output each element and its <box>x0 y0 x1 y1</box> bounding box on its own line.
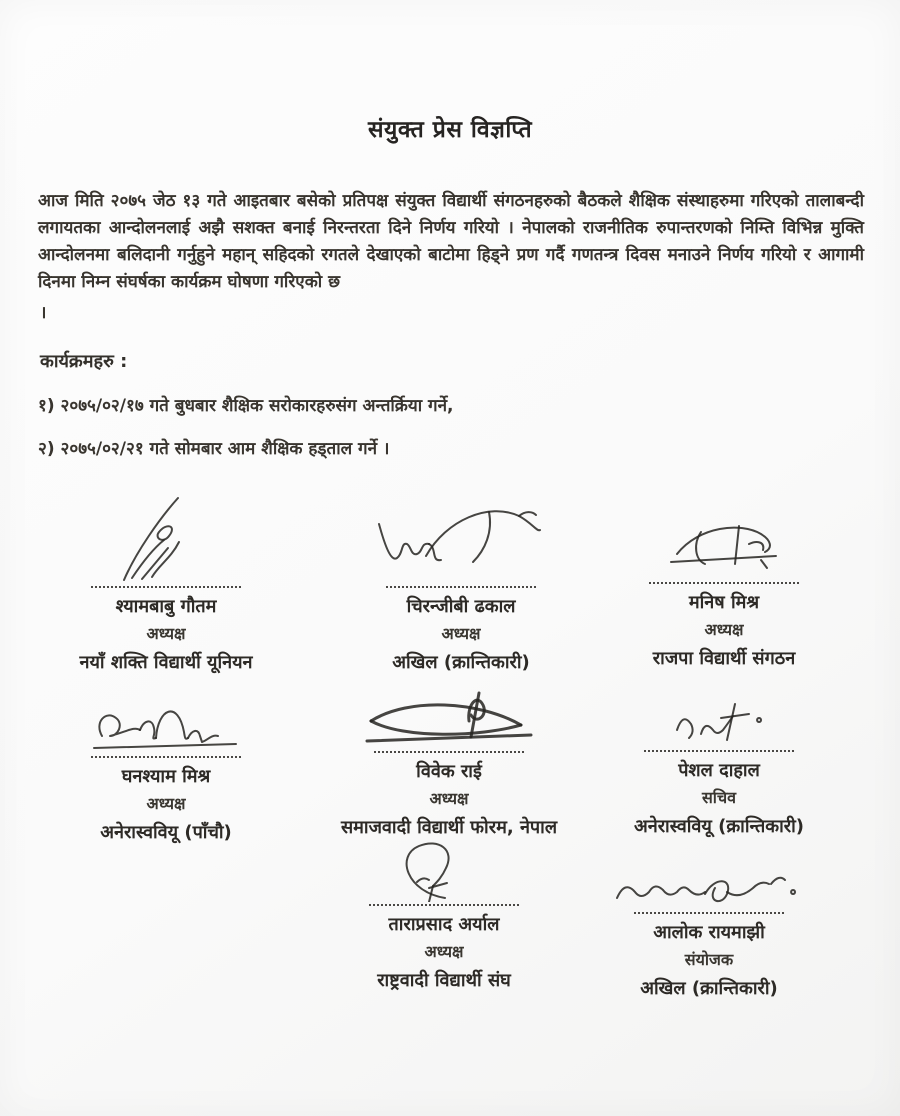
signatory-title: सचिव <box>701 788 737 807</box>
signatory-name: आलोक रायमाझी <box>653 922 765 943</box>
signature-scribble <box>359 685 539 749</box>
signatory-title: अध्यक्ष <box>424 942 464 961</box>
signatory-block <box>588 692 850 838</box>
signatory-title: संयोजक <box>684 950 734 969</box>
signatory-organization: समाजवादी विद्यार्थी फोरम, नेपाल <box>340 817 558 838</box>
program-item-1: १) २०७५/०२/१७ गते बुधबार शैक्षिक सरोकारहरुसंग अन्तर्क्रिया गर्ने, <box>38 396 454 416</box>
signatory-name: विवेक राई <box>416 761 482 782</box>
signatory-name: चिरन्जीबी ढकाल <box>406 596 516 617</box>
signatory-organization: अनेरास्ववियू (क्रान्तिकारी) <box>633 816 805 837</box>
signature-scribble <box>86 688 246 754</box>
signature-scribble <box>96 492 236 584</box>
signature-line <box>644 750 794 752</box>
signatory-block <box>578 858 840 1000</box>
signatory-organization: नयाँ शक्ति विद्यार्थी यूनियन <box>79 652 253 673</box>
signatory-organization: अखिल (क्रान्तिकारी) <box>640 978 778 999</box>
signature-line <box>374 751 524 753</box>
signatory-block <box>308 840 580 992</box>
signatory-title: अध्यक्ष <box>146 794 186 813</box>
signature-line <box>634 912 784 914</box>
signatory-name: ताराप्रसाद अर्याल <box>388 914 500 935</box>
signatory-title: अध्यक्ष <box>429 789 469 808</box>
signatory-organization: राष्ट्रवादी विद्यार्थी संघ <box>377 970 511 991</box>
signature-scribble <box>659 512 789 580</box>
programs-heading: कार्यक्रमहरु : <box>40 351 128 372</box>
signatory-title: अध्यक्ष <box>441 624 481 643</box>
signatory-block <box>35 492 297 674</box>
paragraph-end-mark: । <box>40 303 47 323</box>
signature-line <box>386 586 536 588</box>
signatory-organization: अनेरास्ववियू (पाँचौ) <box>100 822 232 843</box>
signature-scribble <box>659 692 779 748</box>
paragraph-text: आज मिति २०७५ जेठ १३ गते आइतबार बसेको प्रतिपक्ष संयुक्त विद्यार्थी संगठनहरुको बैठकले शैक्षिक संस्थाहरुमा गरिएको तालाबन्दी लगायतका आन्दोलनलाई अझै सशक्त बनाई निरन्तरता दिने निर्णय गरियो । नेपालको राजनीतिक रुपान्तरणको निम्ति विभिन्न मुक्ति आन्दोलनमा बलिदानी गर्नुहुने महान् सहिदको रगतले देखाएको बाटोमा हिड्ने प्रण गर्दै गणतन्त्र दिवस मनाउने निर्णय गरियो र आगामी दिनमा निम्न संघर्षका कार्यक्रम घोषणा गरिएको छ <box>38 191 864 292</box>
signatory-name: मनिष मिश्र <box>688 592 760 613</box>
signature-line <box>649 582 799 584</box>
program-item-2: २) २०७५/०२/२१ गते सोमबार आम शैक्षिक हड्ताल गर्ने । <box>38 439 390 459</box>
signature-line <box>369 904 519 906</box>
signatory-name: श्यामबाबु गौतम <box>115 596 217 617</box>
signature-scribble <box>369 840 519 902</box>
signatory-organization: राजपा विद्यार्थी संगठन <box>652 648 796 669</box>
signatory-block <box>308 685 590 839</box>
signatory-name: पेशल दाहाल <box>678 760 760 781</box>
signatory-organization: अखिल (क्रान्तिकारी) <box>392 652 530 673</box>
signatory-name: घनश्याम मिश्र <box>121 766 211 787</box>
signature-scribble <box>369 492 554 584</box>
page-title: संयुक्त प्रेस विज्ञप्ति <box>367 117 533 143</box>
signature-scribble <box>609 858 809 910</box>
body-paragraph <box>38 188 864 296</box>
signatory-block <box>598 512 850 670</box>
signatory-block <box>330 492 592 674</box>
signatory-title: अध्यक्ष <box>704 620 744 639</box>
signature-line <box>91 756 241 758</box>
signatory-title: अध्यक्ष <box>146 624 186 643</box>
signatory-block <box>35 688 297 844</box>
signature-line <box>91 586 241 588</box>
